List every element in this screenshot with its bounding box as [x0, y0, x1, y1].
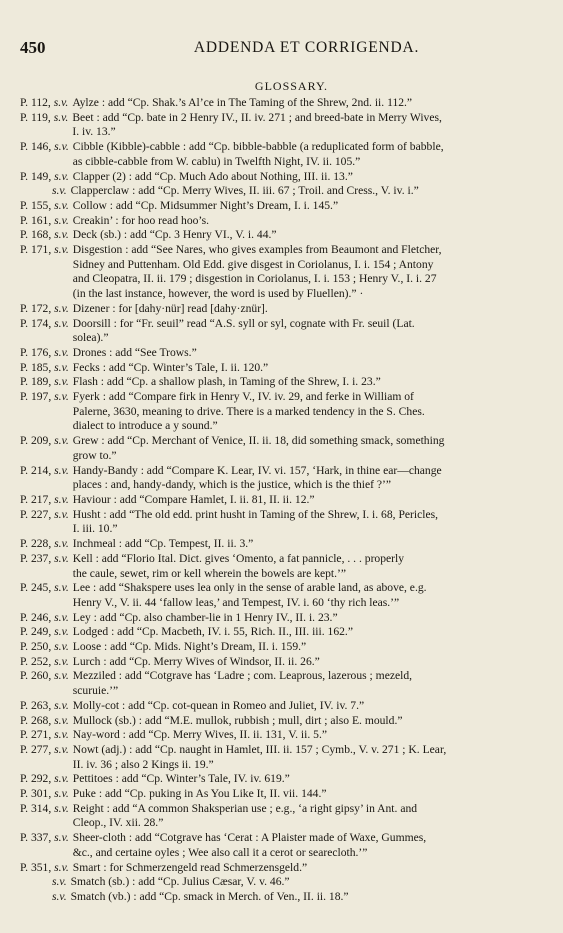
entry-text — [69, 669, 547, 698]
entry-reference — [20, 243, 69, 302]
entry-line: Aylze : add “Cp. Shak.’s Al’ce in The Taming of the Shrew, 2nd. ii. 112.” — [72, 96, 413, 109]
entry-text — [69, 625, 547, 640]
glossary-entry — [20, 111, 547, 140]
entry-sv-abbrev: s.v. — [52, 184, 67, 198]
entry-line: grow to.” — [72, 448, 117, 462]
entry-reference — [20, 611, 69, 626]
entry-reference — [20, 699, 69, 714]
entry-sv-abbrev: s.v. — [54, 537, 69, 551]
entry-line: Lodged : add “Cp. Macbeth, IV. i. 55, Rich. II., III. iii. 162.” — [72, 625, 353, 639]
entry-line: Kell : add “Florio Ital. Dict. gives ‘Omento, a fat pannicle, . . . properly — [72, 551, 405, 565]
entry-reference — [20, 317, 69, 346]
entry-line: Flash : add “Cp. a shallow plash, in Taming of the Shrew, I. i. 23.” — [72, 375, 381, 389]
entry-line: Doorsill : for “Fr. seuil” read “A.S. syll or syl, cognate with Fr. seuil (Lat. — [72, 316, 415, 330]
entry-line: Disgestion : add “See Nares, who gives examples from Beaumont and Fletcher, — [72, 243, 442, 257]
entry-page-ref: P. 245, — [20, 581, 52, 595]
entry-line: scuruie.’” — [72, 684, 119, 698]
entry-reference — [20, 743, 69, 772]
entry-text — [69, 537, 547, 552]
entry-page-ref: P. 227, — [20, 507, 52, 521]
entry-line: &c., and certaine oyles ; Wee also call it a cerot or searecloth.’” — [72, 845, 368, 859]
entry-page-ref: P. 189, — [20, 375, 52, 389]
entry-page-ref: P. 146, — [20, 140, 52, 154]
entry-reference — [20, 537, 69, 552]
entry-reference — [20, 493, 69, 508]
entry-line: Cibble (Kibble)-cabble : add “Cp. bibble-babble (a reduplicated form of babble, — [72, 140, 444, 154]
entry-line: Clapperclaw : add “Cp. Merry Wives, II. iii. 67 ; Troil. and Cress., V. iv. i.” — [70, 184, 419, 198]
entry-text — [69, 361, 547, 376]
entry-sv-abbrev: s.v. — [54, 698, 69, 712]
entry-text — [69, 199, 547, 214]
entry-text — [69, 170, 547, 185]
entry-text — [67, 184, 547, 199]
entry-sv-abbrev: s.v. — [54, 831, 69, 845]
entry-reference — [20, 875, 67, 890]
entry-text — [69, 346, 547, 361]
entry-page-ref: P. 119, — [20, 110, 51, 124]
section-title: GLOSSARY. — [254, 79, 329, 93]
entry-page-ref: P. 268, — [20, 713, 52, 727]
entry-line: Sheer-cloth : add “Cotgrave has ‘Cerat : A Plaister made of Waxe, Gummes, — [72, 831, 427, 845]
entry-text — [69, 214, 547, 229]
glossary-entry — [20, 655, 547, 670]
entry-page-ref: P. 161, — [20, 213, 52, 227]
glossary-entry — [20, 743, 547, 772]
entry-text — [69, 302, 547, 317]
entry-sv-abbrev: s.v. — [54, 581, 69, 595]
entry-line: places : and, handy-dandy, which is the justice, which is the thief ?’” — [72, 478, 392, 492]
entry-sv-abbrev: s.v. — [54, 640, 69, 654]
entry-line: Palerne, 3630, meaning to drive. There is a marked tendency in the S. Ches. — [72, 404, 425, 418]
glossary-entry — [20, 581, 547, 610]
entry-reference — [20, 787, 69, 802]
entry-sv-abbrev: s.v. — [54, 198, 69, 212]
glossary-entry — [20, 199, 547, 214]
entry-text — [68, 96, 547, 111]
entry-line: Deck (sb.) : add “Cp. 3 Henry VI., V. i. 44.” — [72, 228, 277, 242]
entry-reference — [20, 464, 69, 493]
entry-text — [69, 743, 547, 772]
entry-text — [69, 493, 547, 508]
entry-sv-abbrev: s.v. — [54, 507, 69, 521]
entry-reference — [20, 508, 69, 537]
entry-line: Molly-cot : add “Cp. cot-quean in Romeo and Juliet, IV. iv. 7.” — [72, 698, 365, 712]
entry-reference — [20, 714, 69, 729]
entry-text — [69, 861, 547, 876]
entry-line: Nowt (adj.) : add “Cp. naught in Hamlet, III. ii. 157 ; Cymb., V. v. 271 ; K. Lear, — [72, 742, 447, 756]
glossary-entry — [20, 464, 547, 493]
entry-line: Cleop., IV. xii. 28.” — [72, 816, 164, 830]
glossary-entry — [20, 831, 547, 860]
entry-reference — [20, 375, 69, 390]
entry-line: Beet : add “Cp. bate in 2 Henry IV., II. iv. 271 ; and breed-bate in Merry Wives, — [72, 110, 442, 124]
entry-page-ref: P. 209, — [20, 434, 52, 448]
entry-reference — [20, 302, 69, 317]
entry-line: Fyerk : add “Compare firk in Henry V., IV. iv. 29, and ferke in William of — [72, 390, 414, 404]
entry-sv-abbrev: s.v. — [54, 610, 69, 624]
entry-reference — [20, 111, 68, 140]
entry-reference — [20, 655, 69, 670]
entry-line: Lurch : add “Cp. Merry Wives of Windsor, II. ii. 26.” — [72, 654, 320, 668]
entry-text — [69, 640, 547, 655]
entry-sv-abbrev: s.v. — [54, 390, 69, 404]
entry-text — [69, 243, 547, 302]
entry-text — [69, 508, 547, 537]
entry-text — [69, 464, 547, 493]
entry-text — [69, 655, 547, 670]
entry-reference — [20, 390, 69, 434]
entry-page-ref: P. 214, — [20, 463, 52, 477]
entry-reference — [20, 861, 69, 876]
glossary-entry — [20, 346, 547, 361]
entry-page-ref: P. 149, — [20, 169, 52, 183]
entry-page-ref: P. 301, — [20, 787, 52, 801]
glossary-entry — [20, 669, 547, 698]
entry-page-ref: P. 249, — [20, 625, 52, 639]
entry-sv-abbrev: s.v. — [54, 551, 69, 565]
entry-sv-abbrev: s.v. — [54, 492, 69, 506]
entry-page-ref: P. 171, — [20, 243, 52, 257]
entry-reference — [20, 669, 69, 698]
glossary-entry — [20, 802, 547, 831]
entry-page-ref: P. 252, — [20, 654, 52, 668]
glossary-entry — [20, 640, 547, 655]
glossary-entry — [20, 890, 547, 905]
entry-page-ref: P. 168, — [20, 228, 52, 242]
entry-line: Pettitoes : add “Cp. Winter’s Tale, IV. iv. 619.” — [72, 772, 290, 786]
entry-sv-abbrev: s.v. — [53, 110, 69, 124]
entry-sv-abbrev: s.v. — [54, 463, 69, 477]
entry-page-ref: P. 112, — [20, 96, 51, 109]
entry-reference — [20, 625, 69, 640]
entry-line: Clapper (2) : add “Cp. Much Ado about Nothing, III. ii. 13.” — [72, 169, 353, 183]
entry-reference — [20, 728, 69, 743]
entry-sv-abbrev: s.v. — [54, 772, 69, 786]
entry-sv-abbrev: s.v. — [52, 889, 67, 903]
entry-page-ref: P. 351, — [20, 860, 52, 874]
entry-line: as cibble-cabble from W. cablu) in Twelfth Night, IV. ii. 105.” — [72, 154, 361, 168]
entry-text — [69, 699, 547, 714]
page-number: 450 — [20, 38, 46, 57]
entry-text — [69, 787, 547, 802]
entry-page-ref: P. 246, — [20, 610, 52, 624]
entry-line: Grew : add “Cp. Merchant of Venice, II. ii. 18, did something smack, something — [72, 434, 445, 448]
entry-reference — [20, 140, 69, 169]
entry-sv-abbrev: s.v. — [54, 625, 69, 639]
glossary-entry — [20, 611, 547, 626]
entry-line: Smart : for Schmerzengeld read Schmerzensgeld.” — [72, 860, 308, 874]
entry-sv-abbrev: s.v. — [54, 140, 69, 154]
entry-sv-abbrev: s.v. — [54, 301, 69, 315]
glossary-entry — [20, 787, 547, 802]
entry-line: Nay-word : add “Cp. Merry Wives, II. ii. 131, V. ii. 5.” — [72, 728, 327, 742]
entry-text — [69, 228, 547, 243]
entry-sv-abbrev: s.v. — [54, 316, 69, 330]
entry-reference — [20, 434, 69, 463]
glossary-entry — [20, 493, 547, 508]
entry-sv-abbrev: s.v. — [54, 669, 69, 683]
entry-page-ref: P. 197, — [20, 390, 52, 404]
entry-text — [69, 434, 547, 463]
entry-text — [69, 375, 547, 390]
glossary-entry — [20, 699, 547, 714]
glossary-entry — [20, 728, 547, 743]
entry-page-ref: P. 337, — [20, 831, 52, 845]
entry-page-ref: P. 271, — [20, 728, 52, 742]
entry-line: Smatch (vb.) : add “Cp. smack in Merch. of Ven., II. ii. 18.” — [70, 889, 349, 903]
entry-line: Smatch (sb.) : add “Cp. Julius Cæsar, V. v. 46.” — [70, 875, 290, 889]
glossary-entry — [20, 170, 547, 185]
running-head — [20, 38, 523, 56]
entry-line: Lee : add “Shakspere uses lea only in the sense of arable land, as above, e.g. — [72, 581, 427, 595]
entry-reference — [20, 552, 69, 581]
glossary-entry — [20, 140, 547, 169]
glossary-entry — [20, 317, 547, 346]
entry-text — [69, 552, 547, 581]
entry-line: II. iv. 36 ; also 2 Kings ii. 19.” — [72, 757, 214, 771]
entry-sv-abbrev: s.v. — [54, 728, 69, 742]
glossary-entry — [20, 772, 547, 787]
entry-page-ref: P. 176, — [20, 345, 52, 359]
entry-reference — [20, 96, 68, 111]
entry-page-ref: P. 314, — [20, 801, 52, 815]
glossary-entry — [20, 302, 547, 317]
entry-page-ref: P. 237, — [20, 551, 52, 565]
entry-line: (in the last instance, however, the word is used by Fluellen).” · — [72, 287, 364, 301]
entry-line: Inchmeal : add “Cp. Tempest, II. ii. 3.” — [72, 537, 254, 551]
entry-sv-abbrev: s.v. — [54, 860, 69, 874]
entry-line: the caule, sewet, rim or kell wherein the bowels are kept.’” — [72, 566, 347, 580]
entry-reference — [20, 184, 67, 199]
entry-page-ref: P. 217, — [20, 492, 52, 506]
entry-text — [69, 802, 547, 831]
glossary-entry — [20, 361, 547, 376]
entry-sv-abbrev: s.v. — [54, 713, 69, 727]
entry-text — [67, 875, 547, 890]
entry-reference — [20, 890, 67, 905]
entry-reference — [20, 361, 69, 376]
entry-line: Sidney and Puttenham. Old Edd. give disgest in Coriolanus, I. i. 154 ; Antony — [72, 257, 434, 271]
entry-page-ref: P. 277, — [20, 742, 52, 756]
entry-line: solea).” — [72, 331, 109, 345]
entry-page-ref: P. 185, — [20, 360, 52, 374]
entry-line: and Cleopatra, II. ii. 179 ; disgestion in Coriolanus, I. i. 153 ; Henry V., I. i. 27 — [72, 272, 437, 286]
entry-reference — [20, 581, 69, 610]
entry-text — [69, 772, 547, 787]
entry-text — [69, 728, 547, 743]
glossary-entry — [20, 96, 547, 111]
glossary-entry — [20, 508, 547, 537]
entry-reference — [20, 346, 69, 361]
glossary-entry — [20, 214, 547, 229]
glossary-entry — [20, 228, 547, 243]
entry-line: Reight : add “A common Shaksperian use ; e.g., ‘a right gipsy’ in Ant. and — [72, 801, 418, 815]
entry-line: Husht : add “The old edd. print husht in Taming of the Shrew, I. i. 68, Pericles, — [72, 507, 439, 521]
entry-page-ref: P. 260, — [20, 669, 52, 683]
glossary-entry — [20, 552, 547, 581]
entry-text — [67, 890, 547, 905]
entry-line: Handy-Bandy : add “Compare K. Lear, IV. vi. 157, ‘Hark, in thine ear—change — [72, 463, 442, 477]
entry-reference — [20, 640, 69, 655]
entry-sv-abbrev: s.v. — [54, 169, 69, 183]
entry-line: Puke : add “Cp. puking in As You Like It, II. vii. 144.” — [72, 787, 327, 801]
glossary-entry — [20, 861, 547, 876]
entry-sv-abbrev: s.v. — [52, 875, 67, 889]
entry-page-ref: P. 292, — [20, 772, 52, 786]
entry-line: I. iii. 10.” — [72, 522, 118, 536]
entry-sv-abbrev: s.v. — [53, 96, 69, 109]
entry-sv-abbrev: s.v. — [54, 375, 69, 389]
entry-text — [69, 831, 547, 860]
entry-sv-abbrev: s.v. — [54, 434, 69, 448]
entry-page-ref: P. 172, — [20, 301, 52, 315]
entry-text — [69, 390, 547, 434]
entry-line: Drones : add “See Trows.” — [72, 345, 197, 359]
entry-sv-abbrev: s.v. — [54, 742, 69, 756]
glossary-entry — [20, 243, 547, 302]
entry-line: Fecks : add “Cp. Winter’s Tale, I. ii. 120.” — [72, 360, 269, 374]
running-title: ADDENDA ET CORRIGENDA. — [193, 39, 420, 56]
entry-text — [69, 611, 547, 626]
entry-sv-abbrev: s.v. — [54, 801, 69, 815]
entry-sv-abbrev: s.v. — [54, 228, 69, 242]
entry-sv-abbrev: s.v. — [54, 360, 69, 374]
entry-line: Creakin’ : for hoo read hoo’s. — [72, 213, 210, 227]
entry-page-ref: P. 263, — [20, 698, 52, 712]
entry-reference — [20, 802, 69, 831]
entry-reference — [20, 170, 69, 185]
entry-reference — [20, 772, 69, 787]
entry-page-ref: P. 228, — [20, 537, 52, 551]
entry-reference — [20, 199, 69, 214]
glossary-entries — [20, 96, 547, 905]
entry-line: Mullock (sb.) : add “M.E. mullok, rubbish ; mull, dirt ; also E. mould.” — [72, 713, 403, 727]
entry-sv-abbrev: s.v. — [54, 787, 69, 801]
entry-page-ref: P. 174, — [20, 316, 52, 330]
entry-page-ref: P. 250, — [20, 640, 52, 654]
glossary-entry — [20, 434, 547, 463]
entry-reference — [20, 228, 69, 243]
entry-sv-abbrev: s.v. — [54, 345, 69, 359]
glossary-entry — [20, 625, 547, 640]
entry-line: Henry V., V. ii. 44 ‘fallow leas,’ and Tempest, IV. i. 60 ‘thy rich leas.’” — [72, 595, 400, 609]
entry-line: Loose : add “Cp. Mids. Night’s Dream, II. i. 159.” — [72, 640, 307, 654]
entry-text — [68, 111, 547, 140]
entry-text — [69, 714, 547, 729]
entry-line: Haviour : add “Compare Hamlet, I. ii. 81, II. ii. 12.” — [72, 492, 315, 506]
entry-text — [69, 581, 547, 610]
glossary-entry — [20, 714, 547, 729]
entry-page-ref: P. 155, — [20, 198, 52, 212]
entry-line: Ley : add “Cp. also chamber-lie in 1 Henry IV., II. i. 23.” — [72, 610, 338, 624]
entry-text — [69, 317, 547, 346]
entry-line: Collow : add “Cp. Midsummer Night’s Dream, I. i. 145.” — [72, 198, 339, 212]
glossary-entry — [20, 375, 547, 390]
glossary-entry — [20, 184, 547, 199]
glossary-entry — [20, 537, 547, 552]
entry-sv-abbrev: s.v. — [54, 654, 69, 668]
entry-reference — [20, 831, 69, 860]
glossary-entry — [20, 875, 547, 890]
entry-text — [69, 140, 547, 169]
entry-sv-abbrev: s.v. — [54, 243, 69, 257]
entry-reference — [20, 214, 69, 229]
entry-line: dialect to introduce a y sound.” — [72, 419, 218, 433]
entry-line: Mezziled : add “Cotgrave has ‘Ladre ; com. Leaprous, lazerous ; mezeld, — [72, 669, 413, 683]
entry-line: Dizener : for [dahy·nür] read [dahy·znür]. — [72, 301, 268, 315]
glossary-entry — [20, 390, 547, 434]
entry-sv-abbrev: s.v. — [54, 213, 69, 227]
entry-line: I. iv. 13.” — [72, 125, 116, 139]
